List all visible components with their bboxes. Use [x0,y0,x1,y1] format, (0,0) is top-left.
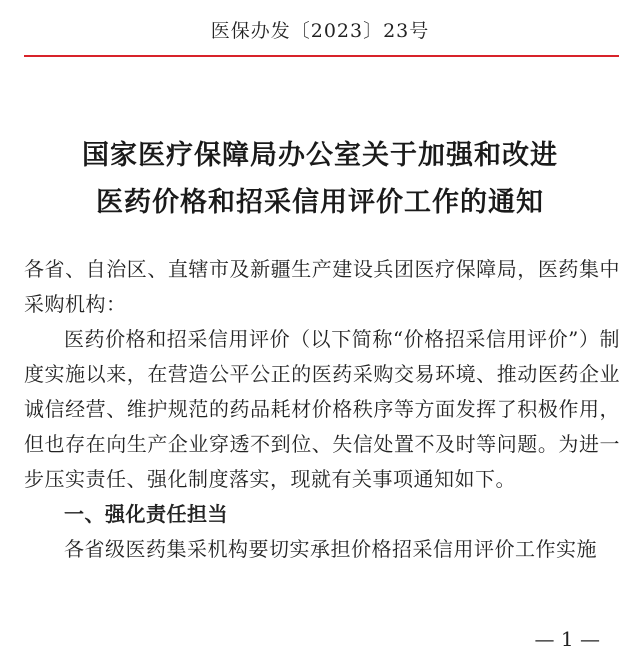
document-title [0,132,640,226]
document-body [24,252,620,567]
red-header-rule [24,55,619,57]
paragraph-intro: 医药价格和招采信用评价（以下简称“价格招采信用评价”）制度实施以来，在营造公平公正的医药采购交易环境、推动医药企业诚信经营、维护规范的药品耗材价格秩序等方面发挥了积极作用，但也存在向生产企业穿透不到位、失信处置不及时等问题。为进一步压实责任、强化制度落实，现就有关事项通知如下。 [24,327,620,491]
document-number: 医保办发〔2023〕23号 [210,20,430,42]
page-number: — 1 — [534,627,600,651]
title-line-2: 医药价格和招采信用评价工作的通知 [96,187,544,218]
section-1-text: 各省级医药集采机构要切实承担价格招采信用评价工作实施 [64,537,597,561]
title-line-1: 国家医疗保障局办公室关于加强和改进 [82,140,558,171]
salutation: 各省、自治区、直辖市及新疆生产建设兵团医疗保障局，医药集中采购机构： [24,257,620,316]
section-heading-1: 一、强化责任担当 [64,502,228,526]
